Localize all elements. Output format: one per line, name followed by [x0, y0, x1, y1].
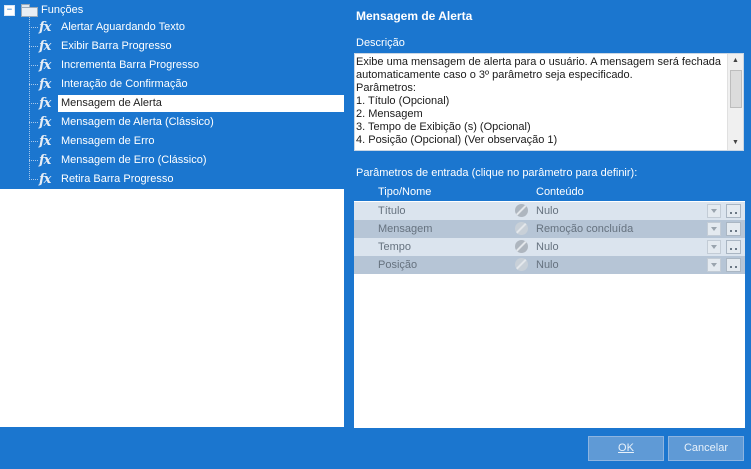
param-row-tempo[interactable]	[354, 238, 745, 256]
collapse-icon[interactable]: −	[4, 5, 15, 16]
ellipsis-button[interactable]	[726, 240, 741, 254]
tree-item-label: Retira Barra Progresso	[61, 173, 174, 185]
param-name: Título	[378, 205, 406, 217]
tree-item-label: Alertar Aguardando Texto	[61, 21, 185, 33]
tree-item-label: Interação de Confirmação	[61, 78, 188, 90]
function-icon: fx	[39, 39, 51, 54]
scroll-up-icon[interactable]: ▲	[732, 57, 739, 64]
tree-root-funcoes[interactable]	[4, 2, 83, 18]
tree-item-exibir-barra-progresso[interactable]	[29, 37, 344, 56]
dropdown-arrow-icon[interactable]	[707, 222, 721, 236]
scroll-down-icon[interactable]: ▼	[732, 139, 739, 146]
tree-item-label: Mensagem de Alerta (Clássico)	[61, 116, 214, 128]
ellipsis-button[interactable]	[726, 204, 741, 218]
description-box[interactable]	[354, 53, 744, 151]
param-row-posicao[interactable]	[354, 256, 745, 274]
function-icon: fx	[39, 153, 51, 168]
column-header-type-name: Tipo/Nome	[354, 183, 536, 201]
params-label: Parâmetros de entrada (clique no parâmetro para definir):	[356, 167, 638, 179]
dropdown-arrow-icon[interactable]	[707, 258, 721, 272]
function-title: Mensagem de Alerta	[356, 9, 473, 23]
clear-value-icon[interactable]	[515, 222, 528, 235]
param-value: Nulo	[536, 205, 559, 217]
tree-item-retira-barra-progresso[interactable]	[29, 170, 344, 189]
folder-icon	[21, 4, 37, 16]
ok-button[interactable]	[588, 436, 664, 461]
column-header-content: Conteúdo	[536, 183, 745, 201]
cancel-button[interactable]	[668, 436, 744, 461]
tree-empty-area	[0, 189, 344, 427]
tree-item-label: Mensagem de Alerta	[58, 95, 344, 112]
function-icon: fx	[39, 172, 51, 187]
tree-root-label: Funções	[41, 4, 84, 16]
description-text: Exibe uma mensagem de alerta para o usuário. A mensagem será fechada automaticamente caso o 3º parâmetro seja especificado. Parâmetros: 1. Título (Opcional) 2. Mensagem 3. Tempo de Exibição (s) (Opcional) 4. Posição (Opcional) (Ver observação 1)	[356, 56, 722, 146]
function-icon: fx	[39, 20, 51, 35]
tree-item-label: Incrementa Barra Progresso	[61, 59, 200, 71]
cancel-button-label: Cancelar	[683, 442, 729, 454]
function-icon: fx	[39, 58, 51, 73]
function-icon: fx	[39, 134, 51, 149]
tree-item-label: Mensagem de Erro	[61, 135, 155, 147]
function-icon: fx	[39, 115, 51, 130]
ok-button-label: OK	[618, 442, 634, 454]
ellipsis-button[interactable]	[726, 258, 741, 272]
param-value: Remoção concluída	[536, 223, 634, 235]
tree-item-label: Exibir Barra Progresso	[61, 40, 172, 52]
dropdown-arrow-icon[interactable]	[707, 204, 721, 218]
tree-item-mensagem-de-erro-classico[interactable]	[29, 151, 344, 170]
functions-tree	[0, 0, 344, 189]
clear-value-icon[interactable]	[515, 258, 528, 271]
tree-item-label: Mensagem de Erro (Clássico)	[61, 154, 207, 166]
tree-item-mensagem-de-alerta-classico[interactable]	[29, 113, 344, 132]
clear-value-icon[interactable]	[515, 204, 528, 217]
param-name: Mensagem	[378, 223, 433, 235]
tree-item-mensagem-de-erro[interactable]	[29, 132, 344, 151]
param-name: Tempo	[378, 241, 412, 253]
function-icon: fx	[39, 77, 51, 92]
param-row-titulo[interactable]	[354, 202, 745, 220]
clear-value-icon[interactable]	[515, 240, 528, 253]
param-name: Posição	[378, 259, 418, 271]
param-value: Nulo	[536, 259, 559, 271]
description-label: Descrição	[356, 37, 405, 49]
function-icon: fx	[39, 96, 51, 111]
param-value: Nulo	[536, 241, 559, 253]
ellipsis-button[interactable]	[726, 222, 741, 236]
param-row-mensagem[interactable]	[354, 220, 745, 238]
tree-item-mensagem-de-alerta[interactable]	[29, 94, 344, 113]
description-scrollbar[interactable]	[727, 54, 743, 150]
tree-item-incrementa-barra-progresso[interactable]	[29, 56, 344, 75]
tree-item-alertar-aguardando-texto[interactable]	[29, 18, 344, 37]
params-grid	[354, 183, 745, 428]
tree-item-interacao-de-confirmacao[interactable]	[29, 75, 344, 94]
scroll-thumb[interactable]	[730, 70, 742, 108]
dropdown-arrow-icon[interactable]	[707, 240, 721, 254]
